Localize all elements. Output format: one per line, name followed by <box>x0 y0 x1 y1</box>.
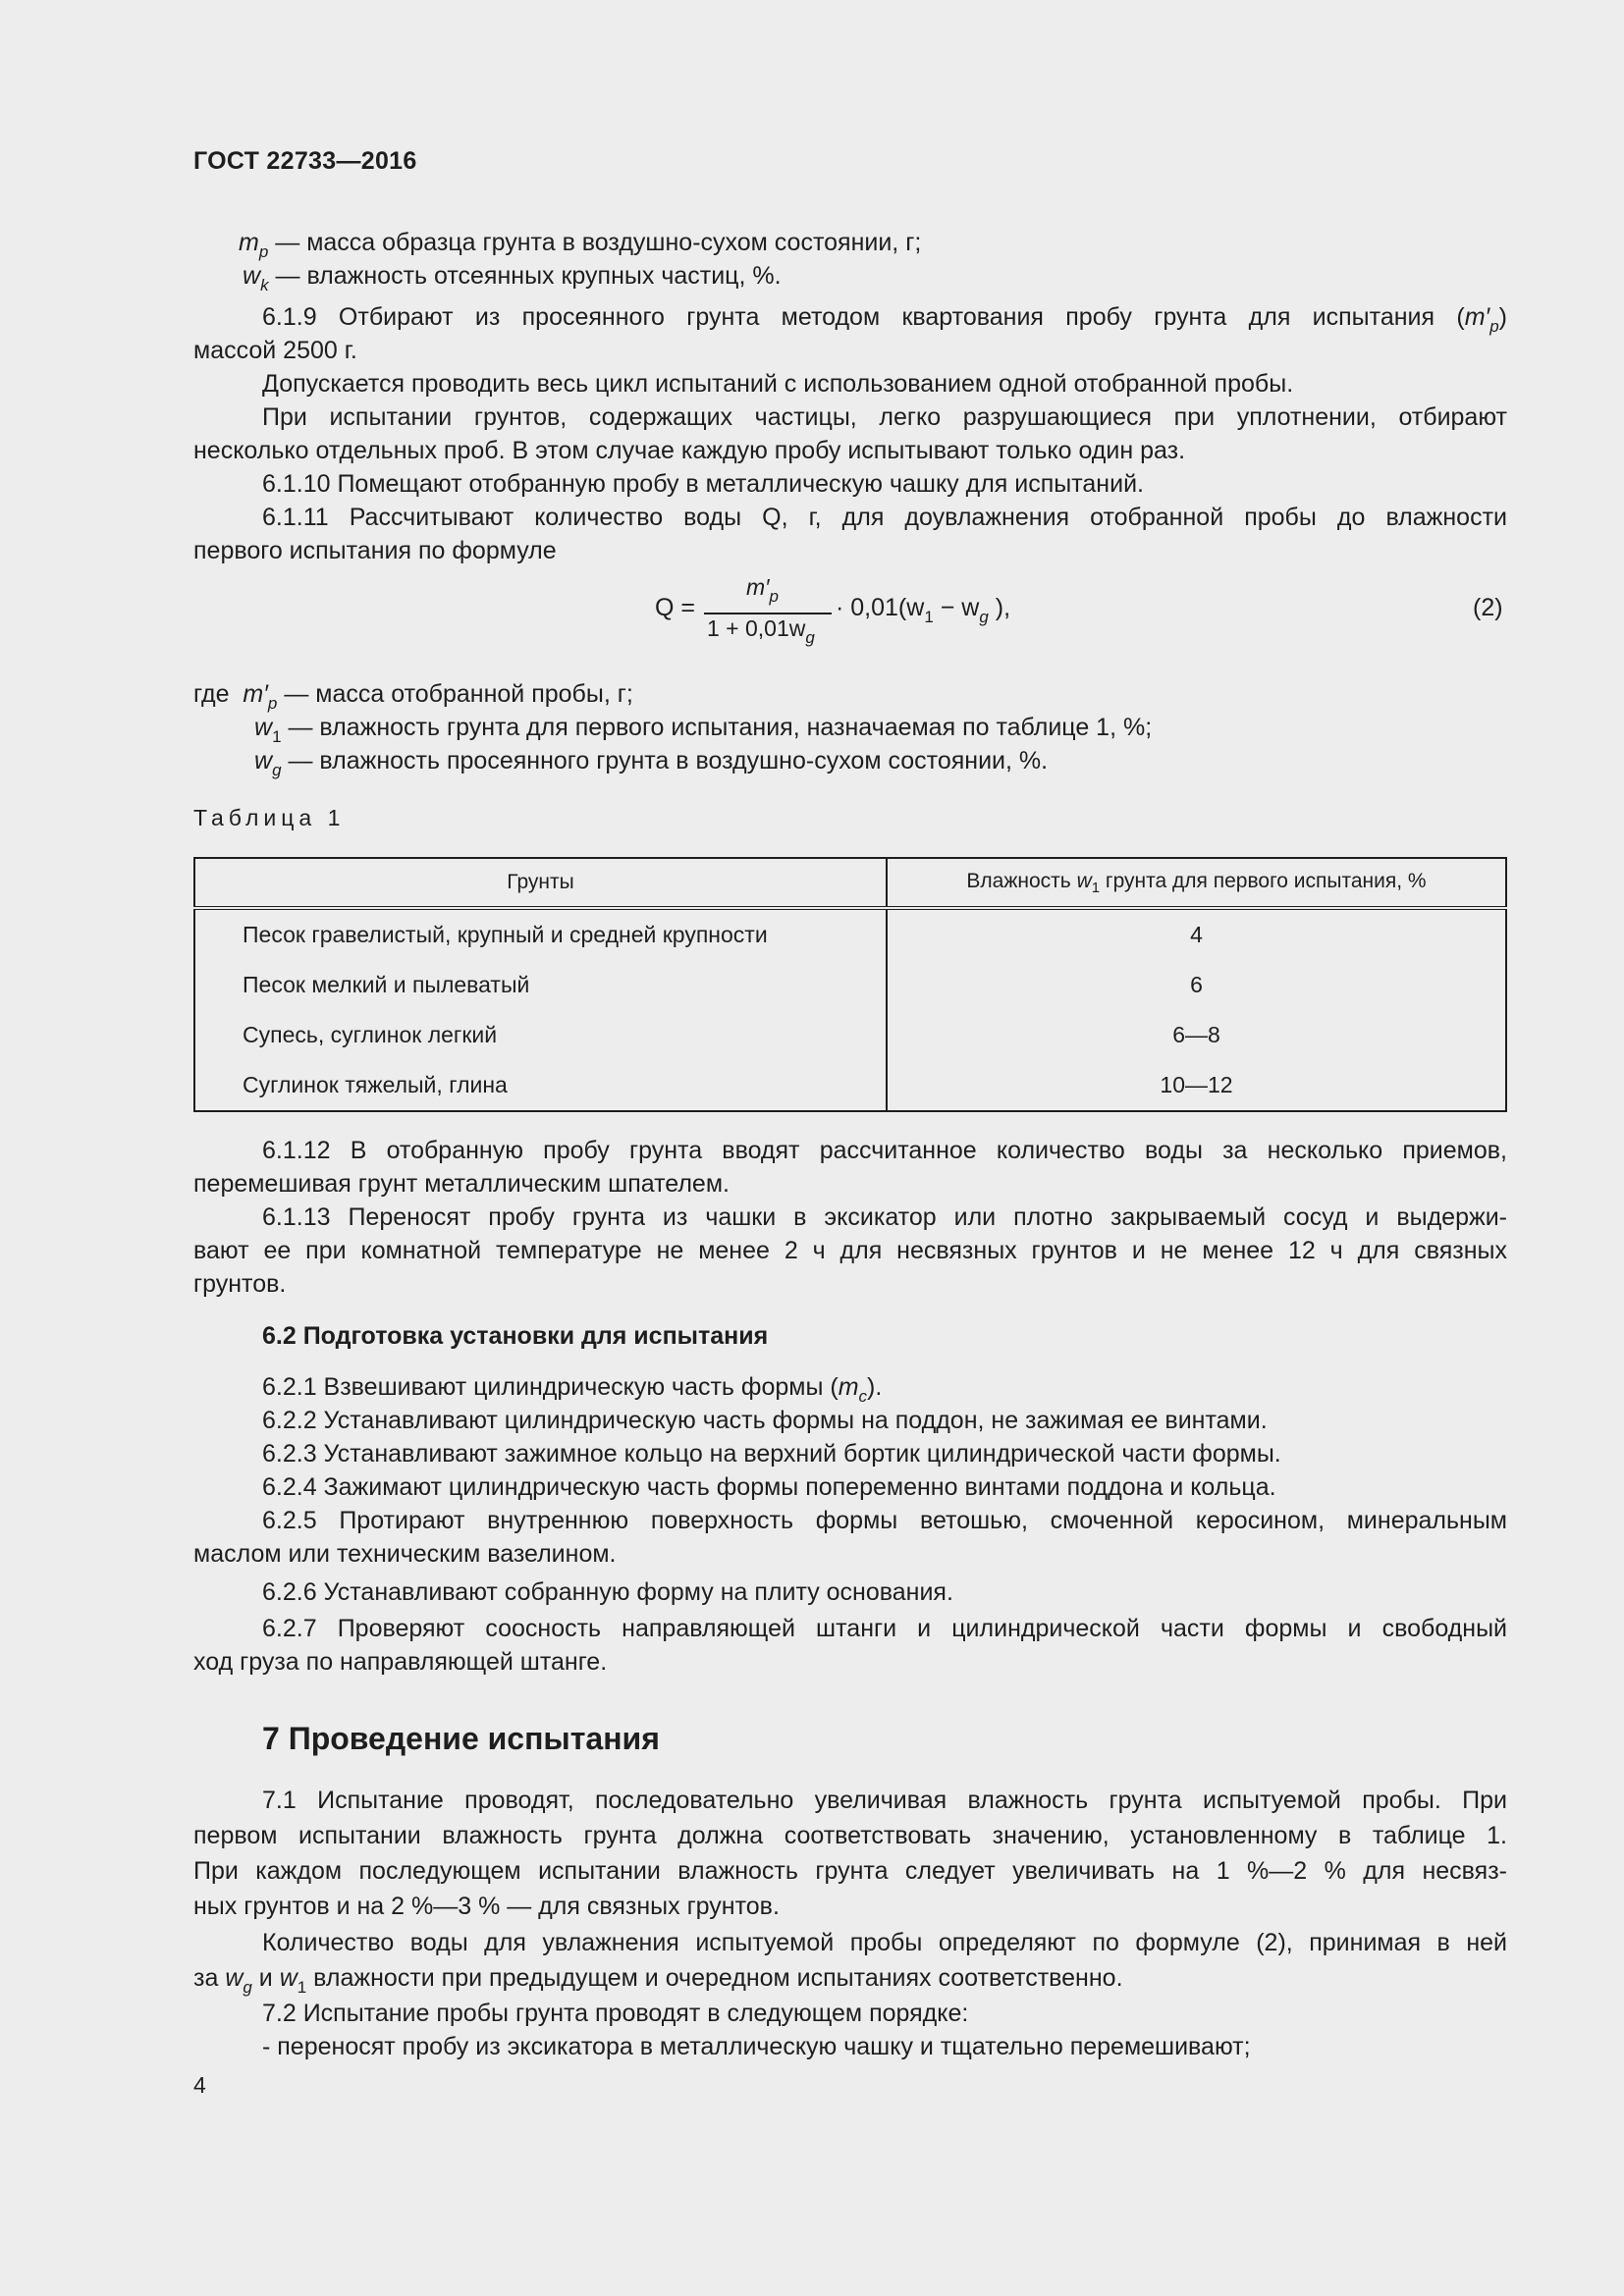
paragraph-6-2-7-line2: ход груза по направляющей штанге. <box>193 1648 608 1676</box>
paragraph-6-2-2: 6.2.2 Устанавливают цилиндрическую часть формы на поддон, не зажимая ее винтами. <box>262 1407 1268 1434</box>
paragraph-6-1-13-line1: 6.1.13 Переносят пробу грунта из чашки в эксикатор или плотно закрываемый сосуд и выдержи- <box>262 1203 1507 1231</box>
table-caption: Таблица 1 <box>193 805 346 830</box>
table-row <box>194 908 1506 960</box>
paragraph-6-2-7-line1: 6.2.7 Проверяют соосность направляющей штанги и цилиндрической части формы и свободный <box>262 1615 1507 1642</box>
paragraph-6-1-9-line2: массой 2500 г. <box>193 337 357 364</box>
where-definition-mp: где $m'_p$ — масса отобранной пробы, г; <box>193 680 633 713</box>
paragraph-6-1-9: 6.1.9 Отбирают из просеянного грунта методом квартования пробу грунта для испытания $(m'_p)$ <box>262 303 1507 336</box>
paragraph-6-1-10: 6.1.10 Помещают отобранную пробу в металлическую чашку для испытаний. <box>262 470 1144 498</box>
paragraph-6-2-5-line2: маслом или техническим вазелином. <box>193 1540 617 1568</box>
formula-2 <box>653 574 1065 663</box>
paragraph-6-1-12-line2: перемешивая грунт металлическим шпателем. <box>193 1170 730 1198</box>
page-number: 4 <box>193 2072 206 2098</box>
fraction-bar <box>704 613 832 614</box>
formula-lhs: Q = <box>655 594 695 621</box>
paragraph-6-1-11-line1: 6.1.11 Рассчитывают количество воды Q, г, для доувлажнения отобранной пробы до влажности <box>262 504 1507 531</box>
paragraph-6-1-11-line2: первого испытания по формуле <box>193 537 557 564</box>
paragraph-6-2-1: 6.2.1 Взвешивают цилиндрическую часть формы $(m_c)$. <box>262 1373 883 1406</box>
paragraph-allow: Допускается проводить весь цикл испытаний с использованием одной отобранной пробы. <box>262 370 1294 398</box>
paragraph-quantity-line2: за $w_g$ и $w_1$ влажности при предыдущем и очередном испытаниях соответственно. <box>193 1964 1123 1997</box>
paragraph-7-1-line4: ных грунтов и на 2 %—3 % — для связных грунтов. <box>193 1893 780 1920</box>
paragraph-multi-line1: При испытании грунтов, содержащих частицы, легко разрушающиеся при уплотнении, отбирают <box>262 403 1507 431</box>
formula-rest: · $0,01(w_1 - w_g$ ), <box>836 594 1011 626</box>
paragraph-7-1-line3: При каждом последующем испытании влажность грунта следует увеличивать на 1 %—2 % для несвяз- <box>193 1857 1507 1885</box>
list-item: - переносят пробу из эксикатора в металлическую чашку и тщательно перемешивают; <box>262 2033 1251 2060</box>
table-header-row <box>194 858 1506 908</box>
paragraph-6-2-4: 6.2.4 Зажимают цилиндрическую часть формы попеременно винтами поддона и кольца. <box>262 1473 1276 1501</box>
table-cell-soil: Суглинок тяжелый, глина <box>194 1060 887 1111</box>
formula-denominator: $1 + 0,01w_g$ <box>707 615 815 647</box>
formula-numerator: $m'_p$ <box>746 574 779 606</box>
table-cell-value: 6 <box>1190 972 1203 997</box>
table-row <box>194 960 1506 1010</box>
table-cell-soil: Песок мелкий и пылеватый <box>194 960 887 1010</box>
where-definition-w1: $w_1$ — влажность грунта для первого испытания, назначаемая по таблице 1, %; <box>254 714 1153 746</box>
table-cell-value: 4 <box>1190 922 1203 947</box>
paragraph-6-1-13-line3: грунтов. <box>193 1270 287 1298</box>
paragraph-6-2-3: 6.2.3 Устанавливают зажимное кольцо на верхний бортик цилиндрической части формы. <box>262 1440 1281 1468</box>
paragraph-7-1-line2: первом испытании влажность грунта должна соответствовать значению, установленному в таблице 1. <box>193 1822 1507 1849</box>
definition-wk: $w_k$ — влажность отсеянных крупных частиц, %. <box>243 262 782 294</box>
table-header-moisture: Влажность $w_1$ грунта для первого испытания, % <box>887 858 1506 908</box>
table-cell-soil: Супесь, суглинок легкий <box>194 1010 887 1060</box>
table-cell-value: 10—12 <box>1160 1072 1233 1097</box>
table-cell-value: 6—8 <box>1172 1022 1220 1047</box>
table-row <box>194 1010 1506 1060</box>
table-row <box>194 1060 1506 1111</box>
section-heading-7: 7 Проведение испытания <box>262 1721 660 1756</box>
table-1 <box>193 857 1507 1112</box>
table-header-soils: Грунты <box>194 858 887 908</box>
paragraph-6-2-5-line1: 6.2.5 Протирают внутреннюю поверхность формы ветошью, смоченной керосином, минеральным <box>262 1507 1507 1534</box>
where-definition-wg: $w_g$ — влажность просеянного грунта в воздушно-сухом состоянии, %. <box>254 747 1049 779</box>
table-cell-soil: Песок гравелистый, крупный и средней крупности <box>194 908 887 960</box>
definition-mp: $m_p$ — масса образца грунта в воздушно-сухом состоянии, г; <box>239 229 922 261</box>
paragraph-multi-line2: несколько отдельных проб. В этом случае каждую пробу испытывают только один раз. <box>193 437 1186 464</box>
document-header: ГОСТ 22733—2016 <box>193 147 417 175</box>
formula-number: (2) <box>1473 594 1503 621</box>
paragraph-6-1-13-line2: вают ее при комнатной температуре не менее 2 ч для несвязных грунтов и не менее 12 ч для связных <box>193 1237 1507 1264</box>
formula-symbol-mp: m′ <box>1464 303 1490 331</box>
paragraph-quantity-line1: Количество воды для увлажнения испытуемой пробы определяют по формуле (2), принимая в ней <box>262 1929 1507 1956</box>
paragraph-7-1-line1: 7.1 Испытание проводят, последовательно увеличивая влажность грунта испытуемой пробы. При <box>262 1787 1507 1814</box>
paragraph-6-2-6: 6.2.6 Устанавливают собранную форму на плиту основания. <box>262 1578 953 1606</box>
paragraph-6-1-12-line1: 6.1.12 В отобранную пробу грунта вводят рассчитанное количество воды за несколько приемов, <box>262 1137 1507 1164</box>
section-heading-6-2: 6.2 Подготовка установки для испытания <box>262 1322 769 1350</box>
paragraph-7-2: 7.2 Испытание пробы грунта проводят в следующем порядке: <box>262 2000 969 2027</box>
